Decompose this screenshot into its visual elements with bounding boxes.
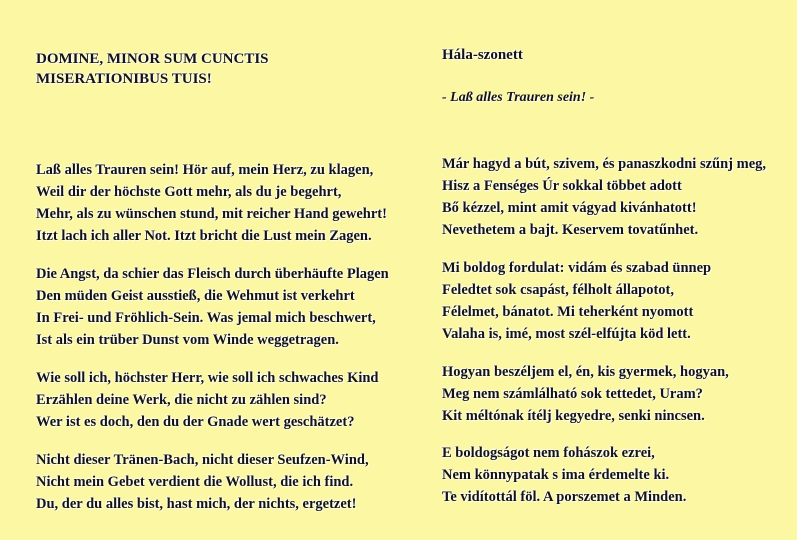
poem-line: Valaha is, imé, most szél-elfújta köd lett. — [442, 326, 691, 342]
hungarian-stanza-1 — [442, 153, 766, 241]
title-line: MISERATIONIBUS TUIS! — [36, 71, 212, 87]
poem-line: Du, der du alles bist, hast mich, der nichts, ergetzet! — [36, 496, 357, 512]
poem-line: Mi boldog fordulat: vidám és szabad ünnep — [442, 260, 712, 276]
poem-line: Wie soll ich, höchster Herr, wie soll ich schwaches Kind — [36, 370, 379, 386]
hungarian-stanza-4 — [442, 442, 686, 508]
poem-line: Feledtet sok csapást, félholt állapotot, — [442, 282, 674, 298]
hungarian-stanza-3 — [442, 361, 729, 427]
poem-line: In Frei- und Fröhlich-Sein. Was jemal mich beschwert, — [36, 310, 376, 326]
poem-line: Itzt lach ich aller Not. Itzt bricht die Lust mein Zagen. — [36, 228, 372, 244]
poem-line: Den müden Geist ausstieß, die Wehmut ist verkehrt — [36, 288, 355, 304]
poem-line: Nicht mein Gebet verdient die Wollust, die ich find. — [36, 474, 354, 490]
poem-line: Félelmet, bánatot. Mi teherként nyomott — [442, 304, 694, 320]
title-line: DOMINE, MINOR SUM CUNCTIS — [36, 51, 269, 67]
poem-line: Meg nem számlálható sok tettedet, Uram? — [442, 386, 703, 402]
poem-line: Hisz a Fenséges Úr sokkal többet adott — [442, 178, 682, 194]
german-stanza-1 — [36, 159, 387, 247]
poem-line: Hogyan beszéljem el, én, kis gyermek, hogyan, — [442, 364, 729, 380]
poem-line: Bő kézzel, mint amit vágyad kivánhatott! — [442, 200, 697, 216]
poem-line: E boldogságot nem fohászok ezrei, — [442, 445, 655, 461]
poem-line: Kit méltónak ítélj kegyedre, senki nincsen. — [442, 408, 705, 424]
poem-line: Die Angst, da schier das Fleisch durch überhäufte Plagen — [36, 266, 389, 282]
poem-line: Nicht dieser Tränen-Bach, nicht dieser Seufzen-Wind, — [36, 452, 369, 468]
poem-line: Nevethetem a bajt. Keservem tovatűnhet. — [442, 222, 699, 238]
poem-line: Erzählen deine Werk, die nicht zu zählen sind? — [36, 392, 327, 408]
german-poem-title — [36, 49, 269, 89]
german-stanza-4 — [36, 449, 369, 515]
poem-line: Weil dir der höchste Gott mehr, als du je begehrt, — [36, 184, 342, 200]
poem-line: Laß alles Trauren sein! Hör auf, mein Herz, zu klagen, — [36, 162, 374, 178]
hungarian-poem-subtitle: - Laß alles Trauren sein! - — [442, 90, 595, 105]
poem-line: Mehr, als zu wünschen stund, mit reicher Hand gewehrt! — [36, 206, 387, 222]
german-stanza-3 — [36, 367, 379, 433]
poem-line: Ist als ein trüber Dunst vom Winde weggetragen. — [36, 332, 339, 348]
hungarian-poem-title: Hála-szonett — [442, 47, 523, 63]
hungarian-stanza-2 — [442, 257, 711, 345]
german-stanza-2 — [36, 263, 389, 351]
poem-line: Wer ist es doch, den du der Gnade wert geschätzet? — [36, 414, 355, 430]
poem-line: Nem könnypatak s ima érdemelte ki. — [442, 467, 670, 483]
poem-line: Már hagyd a bút, szivem, és panaszkodni szűnj meg, — [442, 156, 766, 172]
poem-line: Te vidítottál föl. A porszemet a Minden. — [442, 489, 687, 505]
